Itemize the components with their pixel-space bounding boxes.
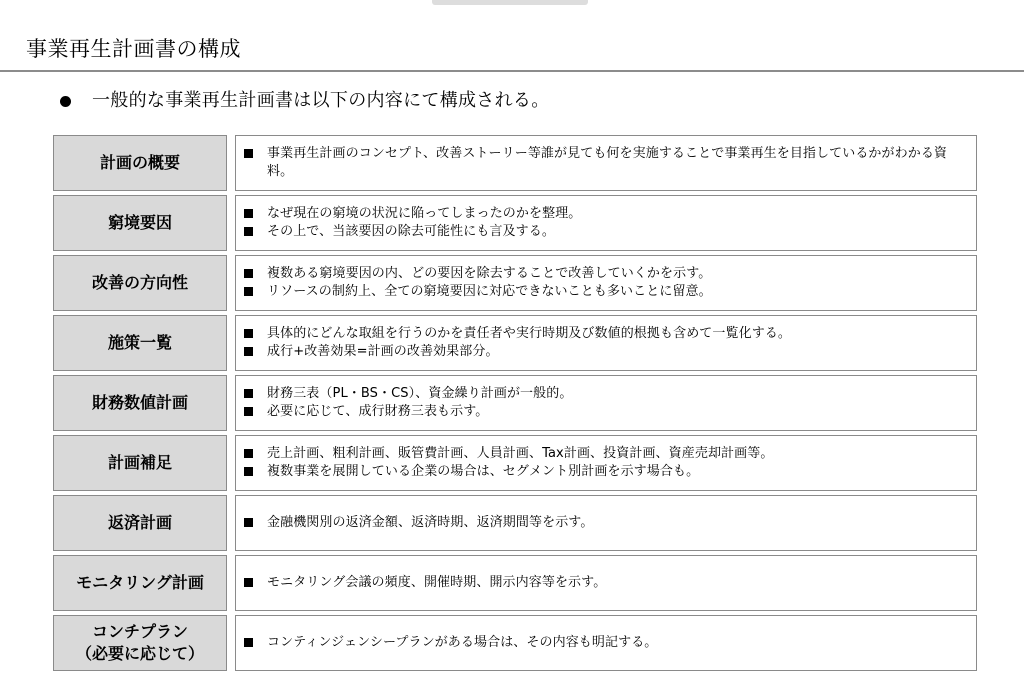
section-label: モニタリング計画: [53, 555, 227, 611]
title-divider: [0, 70, 1024, 72]
section-description: [235, 435, 977, 491]
section-description: [235, 135, 977, 191]
bullet-text: 複数ある窮境要因の内、どの要因を除去することで改善していくかを示す。: [267, 266, 712, 281]
table-row: [53, 435, 977, 491]
square-bullet-icon: [244, 407, 253, 416]
square-bullet-icon: [244, 467, 253, 476]
square-bullet-icon: [244, 329, 253, 338]
bullet-text: 具体的にどんな取組を行うのかを責任者や実行時期及び数値的根拠も含めて一覧化する。: [267, 326, 792, 341]
structure-table: [53, 135, 977, 671]
table-row: [53, 315, 977, 371]
table-row: [53, 555, 977, 611]
bullet-text: 財務三表（PL・BS・CS）、資金繰り計画が一般的。: [267, 386, 573, 401]
bullet-text: 複数事業を展開している企業の場合は、セグメント別計画を示す場合も。: [267, 464, 700, 479]
section-description: [235, 375, 977, 431]
list-item: [244, 325, 968, 343]
section-label: 計画補足: [53, 435, 227, 491]
intro-text: 一般的な事業再生計画書は以下の内容にて構成される。: [92, 90, 550, 111]
square-bullet-icon: [244, 227, 253, 236]
square-bullet-icon: [244, 578, 253, 587]
square-bullet-icon: [244, 347, 253, 356]
bullet-text: 金融機関別の返済金額、返済時期、返済期間等を示す。: [267, 515, 594, 530]
section-description: [235, 315, 977, 371]
list-item: [244, 463, 968, 481]
table-row: [53, 615, 977, 671]
list-item: [244, 265, 968, 283]
section-label: 改善の方向性: [53, 255, 227, 311]
list-item: [244, 223, 968, 241]
bullet-text: モニタリング会議の頻度、開催時期、開示内容等を示す。: [267, 575, 607, 590]
bullet-text: リソースの制約上、全ての窮境要因に対応できないことも多いことに留意。: [267, 284, 712, 299]
list-item: [244, 574, 968, 592]
square-bullet-icon: [244, 287, 253, 296]
bullet-text: なぜ現在の窮境の状況に陥ってしまったのかを整理。: [267, 206, 582, 221]
section-description: [235, 495, 977, 551]
section-label: 計画の概要: [53, 135, 227, 191]
section-label: 返済計画: [53, 495, 227, 551]
square-bullet-icon: [244, 269, 253, 278]
square-bullet-icon: [244, 638, 253, 647]
table-row: [53, 195, 977, 251]
square-bullet-icon: [244, 449, 253, 458]
bullet-text: コンティンジェンシープランがある場合は、その内容も明記する。: [267, 635, 658, 650]
list-item: [244, 385, 968, 403]
section-description: [235, 615, 977, 671]
section-label: 窮境要因: [53, 195, 227, 251]
page-title: 事業再生計画書の構成: [26, 37, 241, 61]
list-item: [244, 634, 968, 652]
intro-line: [60, 88, 550, 114]
list-item: [244, 403, 968, 421]
section-label: 財務数値計画: [53, 375, 227, 431]
square-bullet-icon: [244, 209, 253, 218]
top-tab-decoration: [432, 0, 588, 5]
bullet-text: 事業再生計画のコンセプト、改善ストーリー等誰が見ても何を実施することで事業再生を目指しているかがわかる資料。: [267, 146, 948, 179]
section-description: [235, 255, 977, 311]
square-bullet-icon: [244, 518, 253, 527]
bullet-text: 必要に応じて、成行財務三表も示す。: [267, 404, 489, 419]
list-item: [244, 283, 968, 301]
section-description: [235, 195, 977, 251]
section-label: コンチプラン （必要に応じて）: [53, 615, 227, 671]
square-bullet-icon: [244, 149, 253, 158]
list-item: [244, 514, 968, 532]
section-description: [235, 555, 977, 611]
table-row: [53, 375, 977, 431]
section-label: 施策一覧: [53, 315, 227, 371]
bullet-text: その上で、当該要因の除去可能性にも言及する。: [267, 224, 555, 239]
bullet-text: 売上計画、粗利計画、販管費計画、人員計画、Tax計画、投資計画、資産売却計画等。: [267, 446, 774, 461]
list-item: [244, 145, 968, 181]
table-row: [53, 495, 977, 551]
bullet-text: 成行+改善効果=計画の改善効果部分。: [267, 344, 499, 359]
list-item: [244, 445, 968, 463]
table-row: [53, 255, 977, 311]
list-item: [244, 343, 968, 361]
table-row: [53, 135, 977, 191]
square-bullet-icon: [244, 389, 253, 398]
list-item: [244, 205, 968, 223]
round-bullet-icon: [60, 96, 71, 107]
